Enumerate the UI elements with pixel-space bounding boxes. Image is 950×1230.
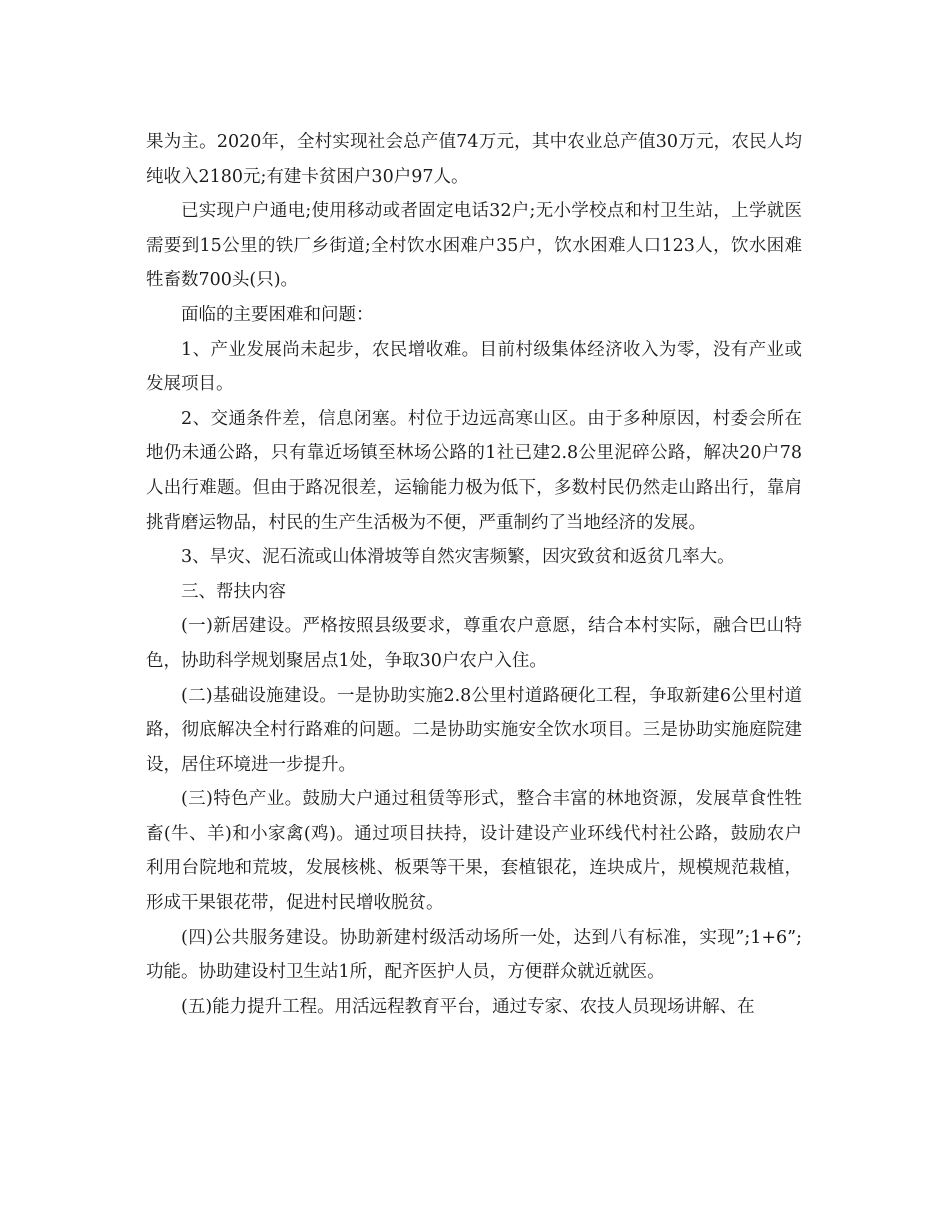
document-body [146, 125, 802, 1024]
paragraph-5: 2、交通条件差，信息闭塞。村位于边远高寒山区。由于多种原因，村委会所在地仍未通公路，只有靠近场镇至林场公路的1社已建2.8公里泥碎公路，解决20户78人出行难题。但由于路况很差，运输能力极为低下，多数村民仍然走山路出行，靠肩挑背磨运物品，村民的生产生活极为不便，严重制约了当地经济的发展。 [146, 408, 802, 533]
paragraph-6: 3、旱灾、泥石流或山体滑坡等自然灾害频繁，因灾致贫和返贫几率大。 [181, 547, 735, 568]
paragraph-4: 1、产业发展尚未起步，农民增收难。目前村级集体经济收入为零，没有产业或发展项目。 [146, 339, 802, 395]
paragraph-1: 果为主。2020年，全村实现社会总产值74万元，其中农业总产值30万元，农民人均纯收入2180元;有建卡贫困户30户97人。 [146, 132, 802, 187]
paragraph-11: (四)公共服务建设。协助新建村级活动场所一处，达到八有标准，实现”;1+6”;功能。协助建设村卫生站1所，配齐医护人员，方便群众就近就医。 [146, 927, 802, 983]
paragraph-2: 已实现户户通电;使用移动或者固定电话32户;无小学校点和村卫生站，上学就医需要到15公里的铁厂乡街道;全村饮水困难户35户，饮水困难人口123人，饮水困难牲畜数700头(只)。 [146, 201, 802, 291]
section-heading: 三、帮扶内容 [181, 581, 286, 602]
paragraph-12: (五)能力提升工程。用活远程教育平台，通过专家、农技人员现场讲解、在 [181, 996, 755, 1017]
paragraph-3: 面临的主要困难和问题： [181, 304, 374, 325]
paragraph-10: (三)特色产业。鼓励大户通过租赁等形式，整合丰富的林地资源，发展草食性牲畜(牛、羊)和小家禽(鸡)。通过项目扶持，设计建设产业环线代村社公路，鼓励农户利用台院地和荒坡，发展核桃、板栗等干果，套植银花，连块成片，规模规范栽植，形成干果银花带，促进村民增收脱贫。 [146, 789, 802, 914]
paragraph-9: (二)基础设施建设。一是协助实施2.8公里村道路硬化工程，争取新建6公里村道路，彻底解决全村行路难的问题。二是协助实施安全饮水项目。三是协助实施庭院建设，居住环境进一步提升。 [146, 685, 802, 775]
paragraph-8: (一)新居建设。严格按照县级要求，尊重农户意愿，结合本村实际，融合巴山特色，协助科学规划聚居点1处，争取30户农户入住。 [146, 616, 802, 671]
